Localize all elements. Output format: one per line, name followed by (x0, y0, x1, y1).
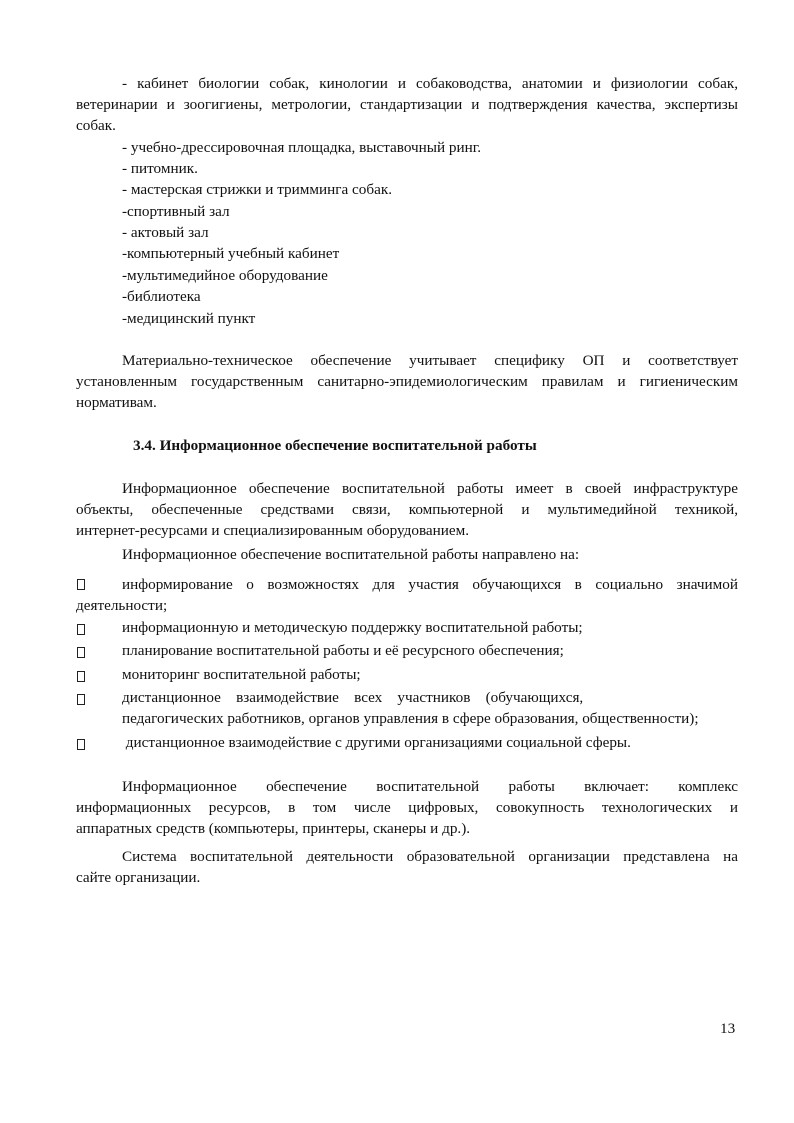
facility-item: - питомник. (122, 160, 198, 177)
text-line: сайте организации. (76, 869, 201, 886)
text-line: собак. (76, 117, 116, 134)
text-line: педагогических работников, органов управления в сфере образования, общественности); (122, 710, 699, 727)
text-line: - кабинет биологии собак, кинологии и собаководства, анатомии и физиологии собак, (122, 75, 738, 92)
square-bullet-icon (77, 647, 85, 658)
text-line: деятельности; (76, 597, 168, 614)
facility-item: -спортивный зал (122, 203, 230, 220)
facility-item: -мультимедийное оборудование (122, 267, 328, 284)
text-line: Система воспитательной деятельности образовательной организации представлена на (122, 848, 738, 865)
square-bullet-icon (77, 671, 85, 682)
facility-item: -медицинский пункт (122, 310, 256, 327)
text-line: объекты, обеспеченные средствами связи, компьютерной и мультимедийной техникой, (76, 501, 738, 518)
text-line: Информационное обеспечение воспитательной работы имеет в своей инфраструктуре (122, 480, 738, 497)
square-bullet-icon (77, 739, 85, 750)
bullet-item: информационную и методическую поддержку воспитательной работы; (122, 619, 583, 636)
text-line: нормативам. (76, 394, 157, 411)
square-bullet-icon (77, 624, 85, 635)
material-paragraph (76, 350, 738, 413)
section-heading: 3.4. Информационное обеспечение воспитательной работы (133, 437, 537, 454)
text-line: Материально-техническое обеспечение учитывает специфику ОП и соответствует (122, 352, 738, 369)
square-bullet-icon (77, 694, 85, 705)
facility-item-kennel-cabinets (76, 73, 738, 136)
text-line: информационных ресурсов, в том числе цифровых, совокупность технологических и (76, 799, 738, 816)
square-bullet-icon (77, 579, 85, 590)
facility-item: - учебно-дрессировочная площадка, выставочный ринг. (122, 139, 482, 156)
system-paragraph (76, 846, 738, 888)
includes-paragraph (76, 776, 738, 839)
bullet-item: дистанционное взаимодействие с другими организациями социальной сферы. (122, 734, 631, 751)
text-line: интернет-ресурсами и специализированным оборудованием. (76, 522, 470, 539)
info-paragraph (76, 478, 738, 541)
page-number: 13 (720, 1020, 736, 1037)
bullet-item: планирование воспитательной работы и её ресурсного обеспечения; (122, 642, 564, 659)
text-line: Информационное обеспечение воспитательной работы включает: комплекс (122, 778, 738, 795)
bullet-item: мониторинг воспитательной работы; (122, 666, 361, 683)
bullet-item: дистанционное взаимодействие всех участников (обучающихся, (122, 689, 584, 706)
directed-intro: Информационное обеспечение воспитательной работы направлено на: (122, 546, 580, 563)
text-line: установленным государственным санитарно-эпидемиологическим правилам и гигиеническим (76, 373, 738, 390)
facility-item: - мастерская стрижки и тримминга собак. (122, 181, 393, 198)
facility-item: -библиотека (122, 288, 201, 305)
text-line: ветеринарии и зоогигиены, метрологии, стандартизации и подтверждения качества, экспертизы (76, 96, 738, 113)
facility-item: -компьютерный учебный кабинет (122, 245, 340, 262)
text-line: информирование о возможностях для участия обучающихся в социально значимой (122, 576, 738, 593)
bullet-item (122, 574, 738, 595)
facility-item: - актовый зал (122, 224, 209, 241)
text-line: аппаратных средств (компьютеры, принтеры, сканеры и др.). (76, 820, 471, 837)
